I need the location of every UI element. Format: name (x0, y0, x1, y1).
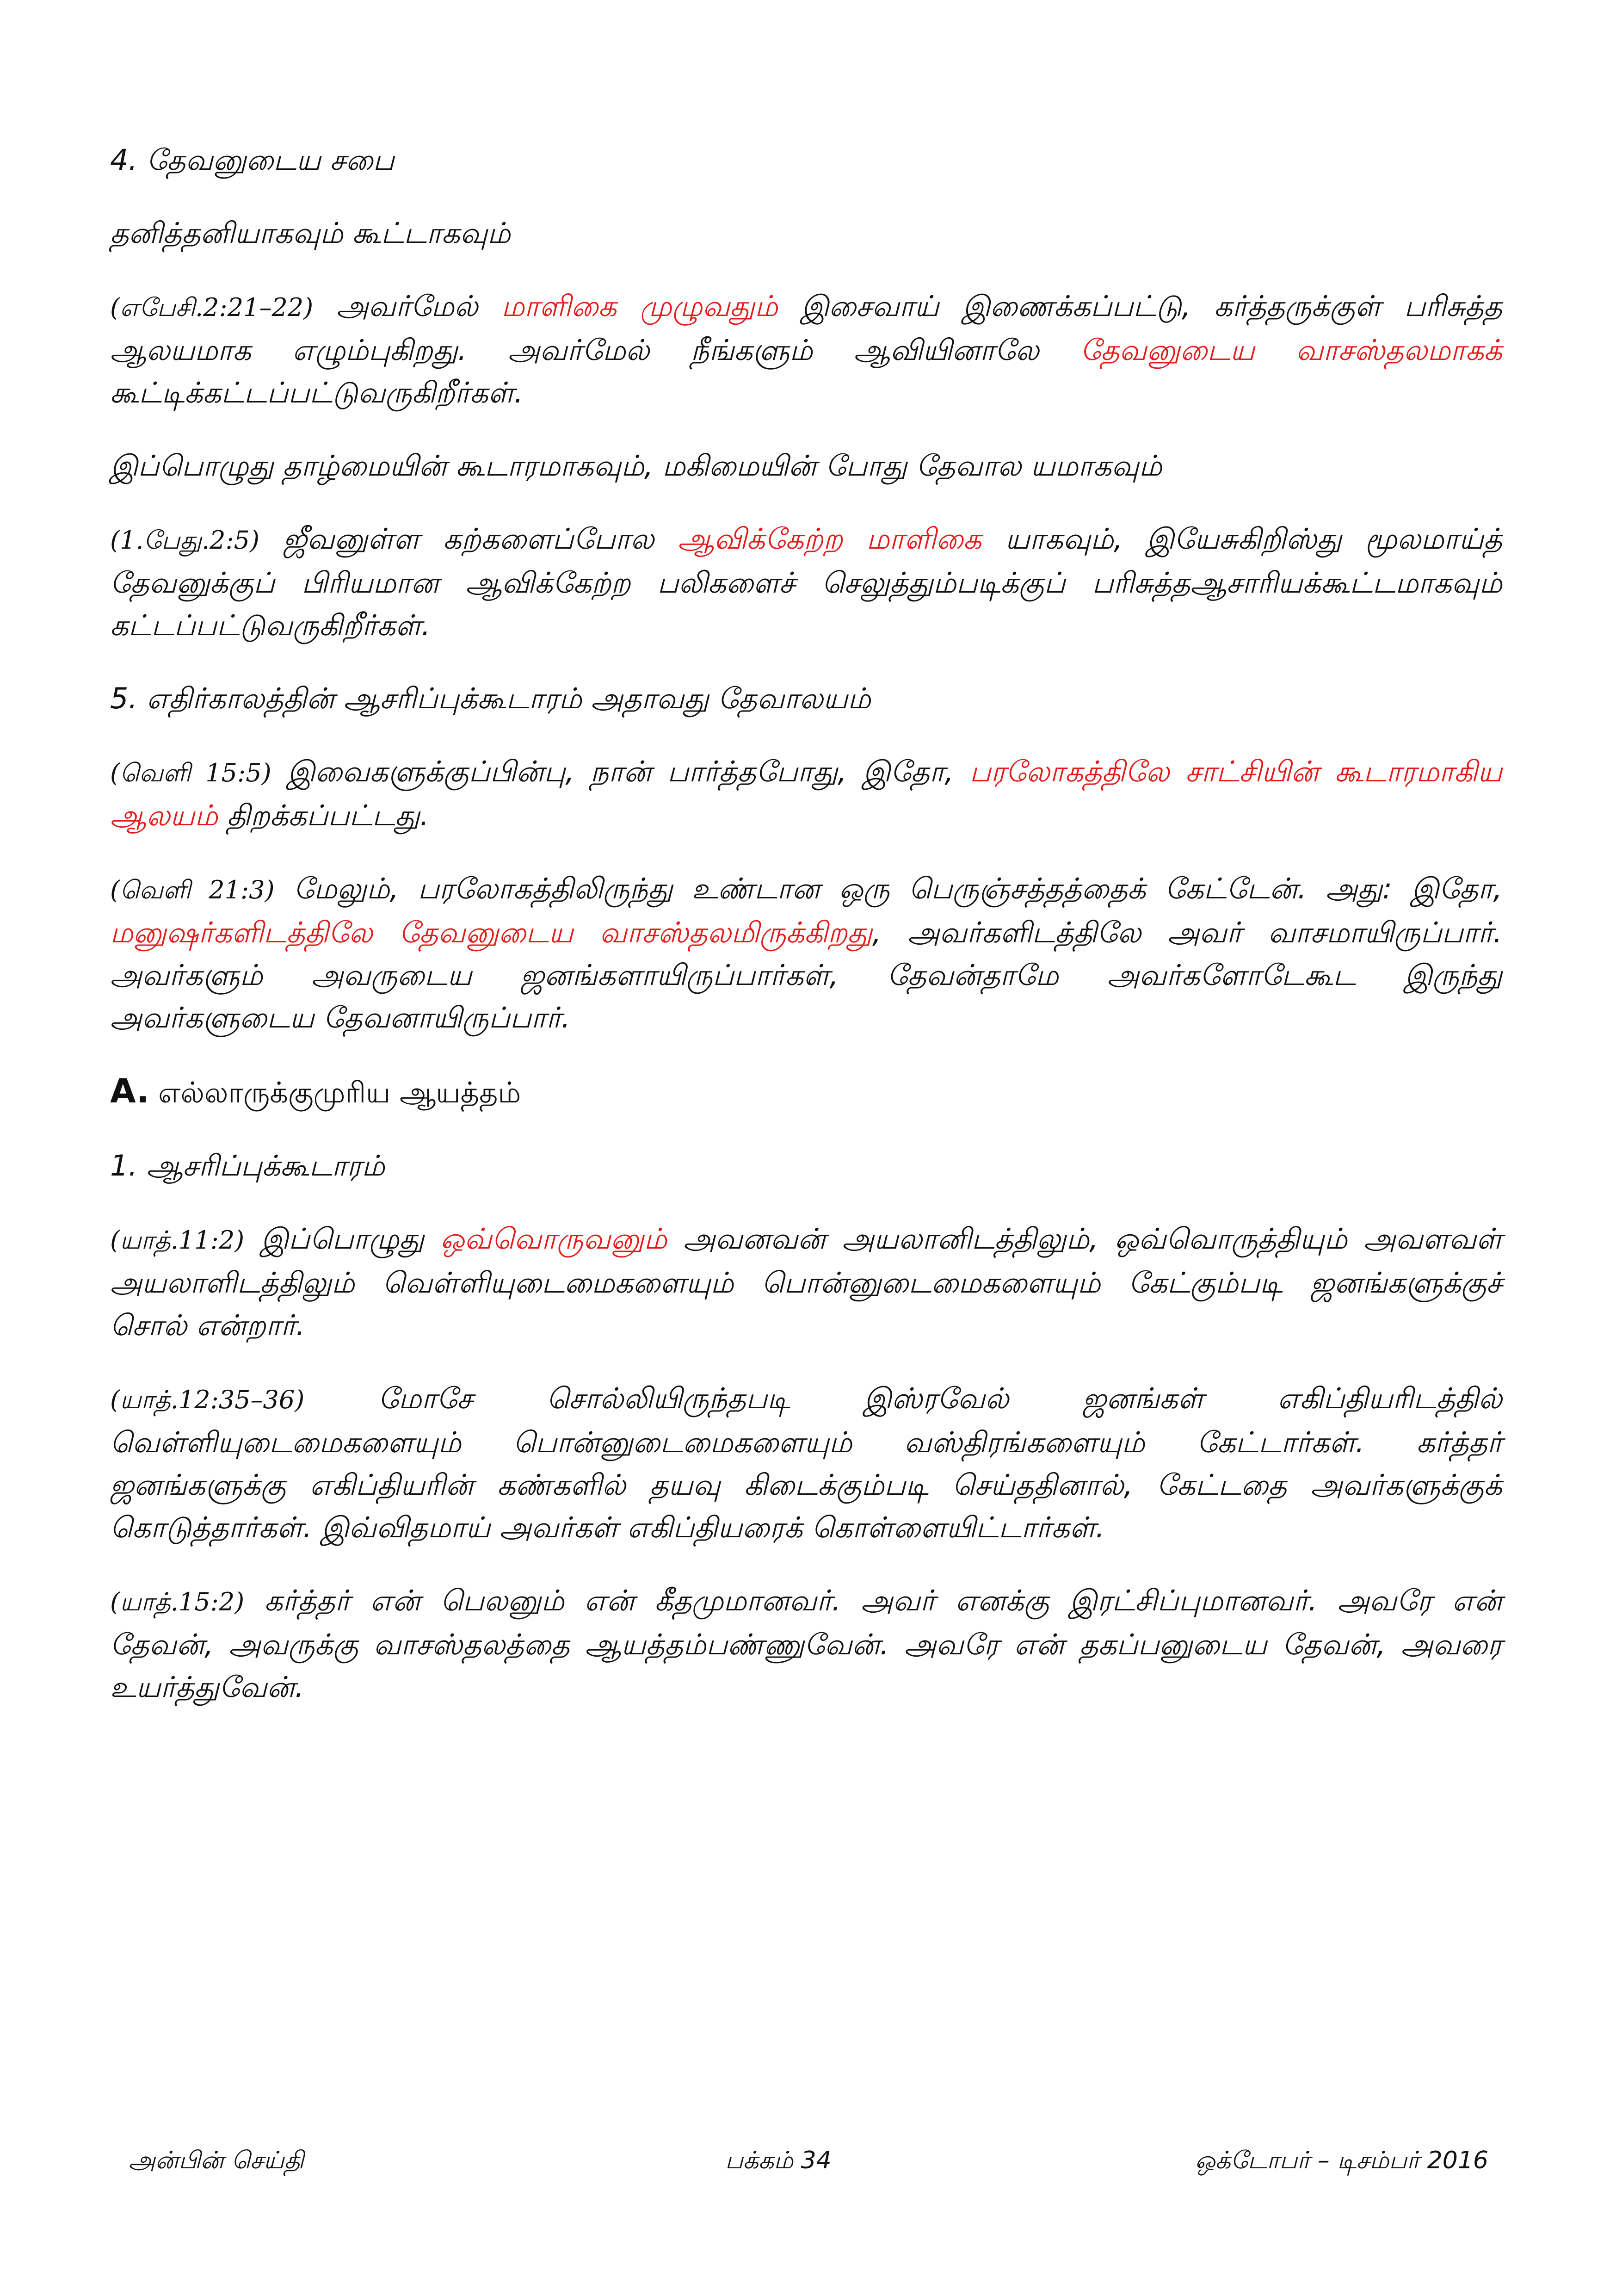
page-footer (110, 2147, 1502, 2179)
highlighted-text: மனுஷர்களிடத்திலே தேவனுடைய வாசஸ்தலமிருக்கிறது (110, 916, 872, 949)
highlighted-text: தேவனுடைய வாசஸ்தலமாகக் (1080, 333, 1502, 367)
verse-text: யாகவும், இயேசுகிறிஸ்து மூலமாய்த் தேவனுக்குப் பிரியமான ஆவிக்கேற்ற பலிகளைச் செலுத்தும்படிக்குப் பரிசுத்தஆசாரியக்கூட்டமாகவும் கட்டப்பட்டுவருகிறீர்கள். (110, 522, 1502, 642)
verse-text: இசைவாய் இணைக்கப்பட்டு, கர்த்தருக்குள் பரிசுத்த ஆலயமாக எழும்புகிறது. அவர்மேல் நீங்களும் ஆவியினாலே (110, 289, 1503, 367)
verse-text: அவர்மேல் (313, 289, 502, 323)
verse-exodus-11 (110, 1218, 1502, 1347)
verse-reference: (எபேசி.2:21–22) (110, 293, 314, 322)
verse-text: மோசே சொல்லியிருந்தபடி இஸ்ரவேல் ஜனங்கள் எகிப்தியரிடத்தில் வெள்ளியுடைமைகளையும் பொன்னுடைமைகளையும் வஸ்திரங்களையும் கேட்டார்கள். கர்த்தர் ஜனங்களுக்கு எகிப்தியரின் கண்களில் தயவு கிடைக்கும்படி செய்ததினால், கேட்டதை அவர்களுக்குக் கொடுத்தார்கள். இவ்விதமாய் அவர்கள் எகிப்தியரைக் கொள்ளையிட்டார்கள். (110, 1381, 1502, 1544)
subheading-individually-together: தனித்தனியாகவும் கூட்டாகவும் (110, 216, 511, 250)
verse-reference: (யாத்.12:35–36) (110, 1385, 305, 1414)
verse-text: , அவர்களிடத்திலே அவர் வாசமாயிருப்பார். அவர்களும் அவருடைய ஜனங்களாயிருப்பார்கள், தேவன்தாமே அவர்களோடேகூட இருந்து அவர்களுடைய தேவனாயிருப்பார். (110, 916, 1502, 1034)
highlighted-text: ஆவிக்கேற்ற மாளிகை (678, 522, 982, 556)
page-body (110, 139, 1502, 1739)
verse-text: இப்பொழுது (244, 1222, 441, 1256)
verse-text: கர்த்தர் என் பெலனும் என் கீதமுமானவர். அவர் எனக்கு இரட்சிப்புமானவர். அவரே என் தேவன், அவருக்கு வாசஸ்தலத்தை ஆயத்தம்பண்ணுவேன். அவரே என் தகப்பனுடைய தேவன், அவரை உயர்த்துவேன். (110, 1584, 1502, 1704)
verse-revelation-15 (110, 750, 1502, 837)
section-heading-future-tabernacle: 5. எதிர்காலத்தின் ஆசரிப்புக்கூடாரம் அதாவது தேவாலயம் (110, 681, 871, 715)
highlighted-text: பரலோகத்திலே சாட்சியின் கூடாரமாகிய ஆலயம் (110, 755, 1503, 832)
section-heading-tabernacle: 1. ஆசரிப்புக்கூடாரம் (110, 1149, 385, 1182)
section-heading-church: 4. தேவனுடைய சபை (110, 143, 395, 177)
section-letter: A. (110, 1071, 149, 1110)
footer-page-number: பக்கம் 34 (725, 2147, 832, 2174)
verse-exodus-15 (110, 1579, 1502, 1708)
highlighted-text: ஒவ்வொருவனும் (440, 1222, 667, 1256)
section-heading-text: எல்லாருக்குமுரிய ஆயத்தம் (149, 1076, 521, 1109)
highlighted-text: மாளிகை முழுவதும் (501, 289, 778, 323)
verse-reference: (வெளி 21:3) (110, 875, 275, 904)
paragraph-humility-glory: இப்பொழுது தாழ்மையின் கூடாரமாகவும், மகிமையின் போது தேவால யமாகவும் (110, 449, 1162, 483)
verse-reference: (யாத்.11:2) (110, 1225, 245, 1255)
verse-1-peter (110, 518, 1502, 647)
verse-exodus-12 (110, 1377, 1502, 1549)
verse-text: அவனவன் அயலானிடத்திலும், ஒவ்வொருத்தியும் அவளவள் அயலாளிடத்திலும் வெள்ளியுடைமைகளையும் பொன்னுடைமைகளையும் கேட்கும்படி ஜனங்களுக்குச் சொல் என்றார். (110, 1222, 1502, 1342)
verse-text: மேலும், பரலோகத்திலிருந்து உண்டான ஒரு பெருஞ்சத்தத்தைக் கேட்டேன். அது: இதோ, (274, 872, 1502, 905)
section-heading-preparation (110, 1070, 1502, 1114)
verse-text: ஜீவனுள்ள கற்களைப்போல (259, 522, 678, 556)
footer-issue-date: ஒக்டோபர் – டிசம்பர் 2016 (1195, 2147, 1488, 2174)
verse-reference: (யாத்.15:2) (110, 1587, 245, 1616)
verse-ephesians (110, 285, 1502, 414)
verse-reference: (வெளி 15:5) (110, 758, 271, 787)
verse-text: திறக்கப்பட்டது. (217, 798, 429, 832)
verse-revelation-21 (110, 867, 1502, 1039)
footer-publication-name: அன்பின் செய்தி (129, 2147, 304, 2174)
verse-reference: (1.பேது.2:5) (110, 526, 260, 555)
verse-text: இவைகளுக்குப்பின்பு, நான் பார்த்தபோது, இதோ, (271, 755, 970, 788)
verse-text: கூட்டிக்கட்டப்பட்டுவருகிறீர்கள். (110, 376, 524, 409)
